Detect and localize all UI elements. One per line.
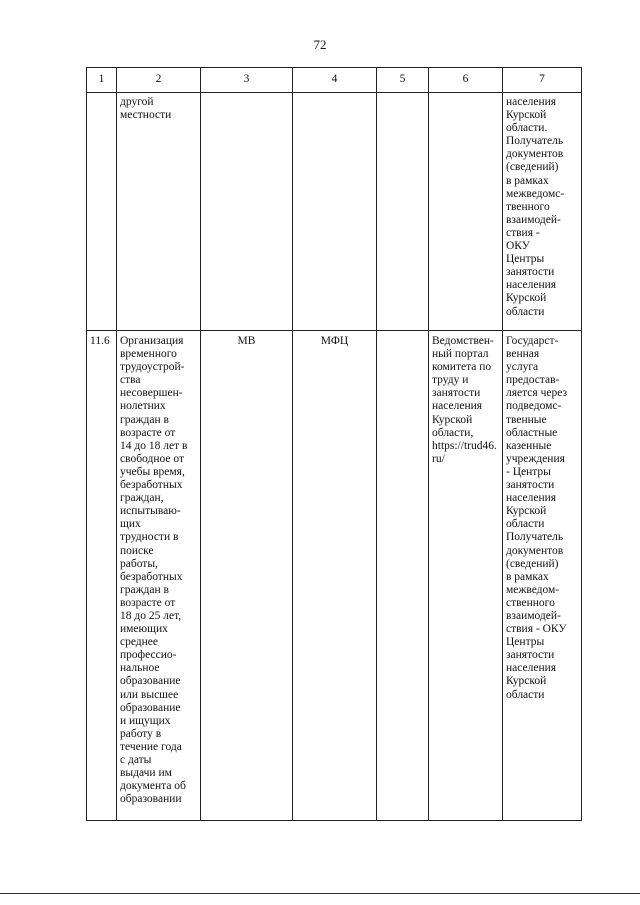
cell-col4: МФЦ — [293, 331, 377, 821]
text-line: твенного — [506, 200, 550, 213]
text-line: образование — [120, 675, 181, 688]
text-line: работы, — [120, 557, 158, 570]
column-number: 3 — [201, 68, 293, 93]
text-line: межведомс- — [506, 187, 565, 200]
column-number: 2 — [117, 68, 201, 93]
text-line: учреждения — [506, 452, 565, 465]
text-line: Получатель — [506, 531, 564, 544]
text-line: возрасте от — [120, 596, 176, 609]
text-line: казенные — [506, 439, 552, 452]
text-line: населения — [506, 662, 557, 675]
text-line: (сведений) — [506, 557, 559, 570]
text-line: образование — [120, 701, 181, 714]
text-line: населения — [506, 279, 557, 292]
column-number: 7 — [503, 68, 582, 93]
text-line: Получатель — [506, 135, 564, 148]
note-cell — [503, 93, 582, 331]
text-line: образовании — [120, 793, 182, 806]
row-number-cell: 11.6 — [87, 331, 117, 821]
text-line: области — [506, 518, 545, 531]
text-line: в рамках — [506, 570, 549, 583]
text-line: населения — [506, 492, 557, 505]
text-line: Курской — [506, 675, 547, 688]
text-line: венная — [506, 348, 540, 361]
text-line: в рамках — [506, 174, 549, 187]
text-line: ru/ — [432, 452, 445, 465]
service-name-cell — [117, 93, 201, 331]
page-number: 72 — [313, 37, 327, 52]
services-table — [86, 67, 582, 821]
text-line: - Центры — [506, 465, 551, 478]
text-line: нолетних — [120, 400, 166, 413]
text-line: трудоустрой- — [120, 361, 185, 374]
column-number: 6 — [429, 68, 503, 93]
text-line: занятости — [506, 649, 555, 662]
text-line: щих — [120, 518, 141, 531]
text-line: профессио- — [120, 649, 177, 662]
text-line: безработных — [120, 479, 183, 492]
portal-cell — [429, 331, 503, 821]
text-line: предостав- — [506, 374, 560, 387]
text-line: течение года — [120, 740, 182, 753]
text-line: граждан в — [120, 413, 169, 426]
text-line: поиске — [120, 544, 154, 557]
cell-col5 — [377, 93, 429, 331]
text-line: трудности в — [120, 531, 179, 544]
text-line: ОКУ — [506, 240, 530, 253]
text-line: свободное от — [120, 452, 184, 465]
text-line: работу в — [120, 727, 162, 740]
text-line: документов — [506, 544, 564, 557]
text-line: https://trud46. — [432, 439, 497, 452]
text-line: населения — [506, 96, 557, 108]
text-line: 14 до 18 лет в — [120, 439, 188, 452]
cell-col5 — [377, 331, 429, 821]
text-line: ства — [120, 374, 141, 387]
text-line: Курской — [432, 413, 473, 426]
column-number: 1 — [87, 68, 117, 93]
text-line: (сведений) — [506, 161, 559, 174]
text-line: Организация — [120, 335, 184, 347]
text-line: ственного — [506, 596, 555, 609]
bottom-rule — [0, 893, 640, 894]
note-cell — [503, 331, 582, 821]
text-line: Центры — [506, 636, 545, 649]
text-line: и ищущих — [120, 714, 171, 727]
text-line: Центры — [506, 253, 545, 266]
text-line: среднее — [120, 636, 159, 649]
table-row-continued — [87, 93, 582, 331]
text-line: документов — [506, 148, 564, 161]
column-number: 5 — [377, 68, 429, 93]
portal-cell — [429, 93, 503, 331]
row-number-cell — [87, 93, 117, 331]
text-line: взаимодей- — [506, 213, 561, 226]
text-line: с даты — [120, 754, 152, 766]
text-line: занятости — [506, 266, 555, 279]
text-line: учебы время, — [120, 465, 185, 478]
text-line: документа об — [120, 780, 186, 793]
text-line: комитета по — [432, 361, 492, 374]
text-line: другой — [120, 96, 154, 108]
service-name-cell — [117, 331, 201, 821]
text-line: ляется через — [506, 387, 567, 400]
text-line: взаимодей- — [506, 609, 561, 622]
text-line: ствия - ОКУ — [506, 623, 567, 636]
text-line: населения — [432, 400, 483, 413]
text-line: нальное — [120, 662, 160, 675]
table-row-11-6 — [87, 331, 582, 821]
text-line: Ведомствен- — [432, 335, 494, 347]
text-line: ный портал — [432, 348, 489, 361]
cell-col3 — [201, 93, 293, 331]
text-line: граждан в — [120, 583, 169, 596]
column-number: 4 — [293, 68, 377, 93]
text-line: Курской — [506, 505, 547, 518]
text-line: твенные — [506, 413, 547, 426]
text-line: испытываю- — [120, 505, 181, 518]
text-line: 18 до 25 лет, — [120, 609, 182, 622]
text-line: подведомс- — [506, 400, 562, 413]
text-line: несовершен- — [120, 387, 183, 400]
text-line: области — [506, 305, 545, 318]
text-line: граждан, — [120, 492, 164, 505]
text-line: области — [506, 688, 545, 701]
text-line: безработных — [120, 570, 183, 583]
text-line: области. — [506, 122, 548, 135]
text-line: выдачи им — [120, 767, 172, 780]
text-line: имеющих — [120, 623, 168, 636]
text-line: межведом- — [506, 583, 560, 596]
text-line: местности — [120, 109, 172, 122]
text-line: областные — [506, 426, 558, 439]
text-line: Государст- — [506, 335, 559, 347]
text-line: временного — [120, 348, 177, 361]
text-line: или высшее — [120, 688, 179, 701]
cell-col3: МВ — [201, 331, 293, 821]
text-line: ствия - — [506, 226, 540, 239]
text-line: Курской — [506, 292, 547, 305]
text-line: возрасте от — [120, 426, 176, 439]
column-number-row — [87, 68, 582, 93]
text-line: занятости — [432, 387, 481, 400]
text-line: Курской — [506, 109, 547, 122]
cell-col4 — [293, 93, 377, 331]
text-line: области, — [432, 426, 474, 439]
text-line: занятости — [506, 479, 555, 492]
text-line: услуга — [506, 361, 539, 374]
text-line: труду и — [432, 374, 469, 387]
